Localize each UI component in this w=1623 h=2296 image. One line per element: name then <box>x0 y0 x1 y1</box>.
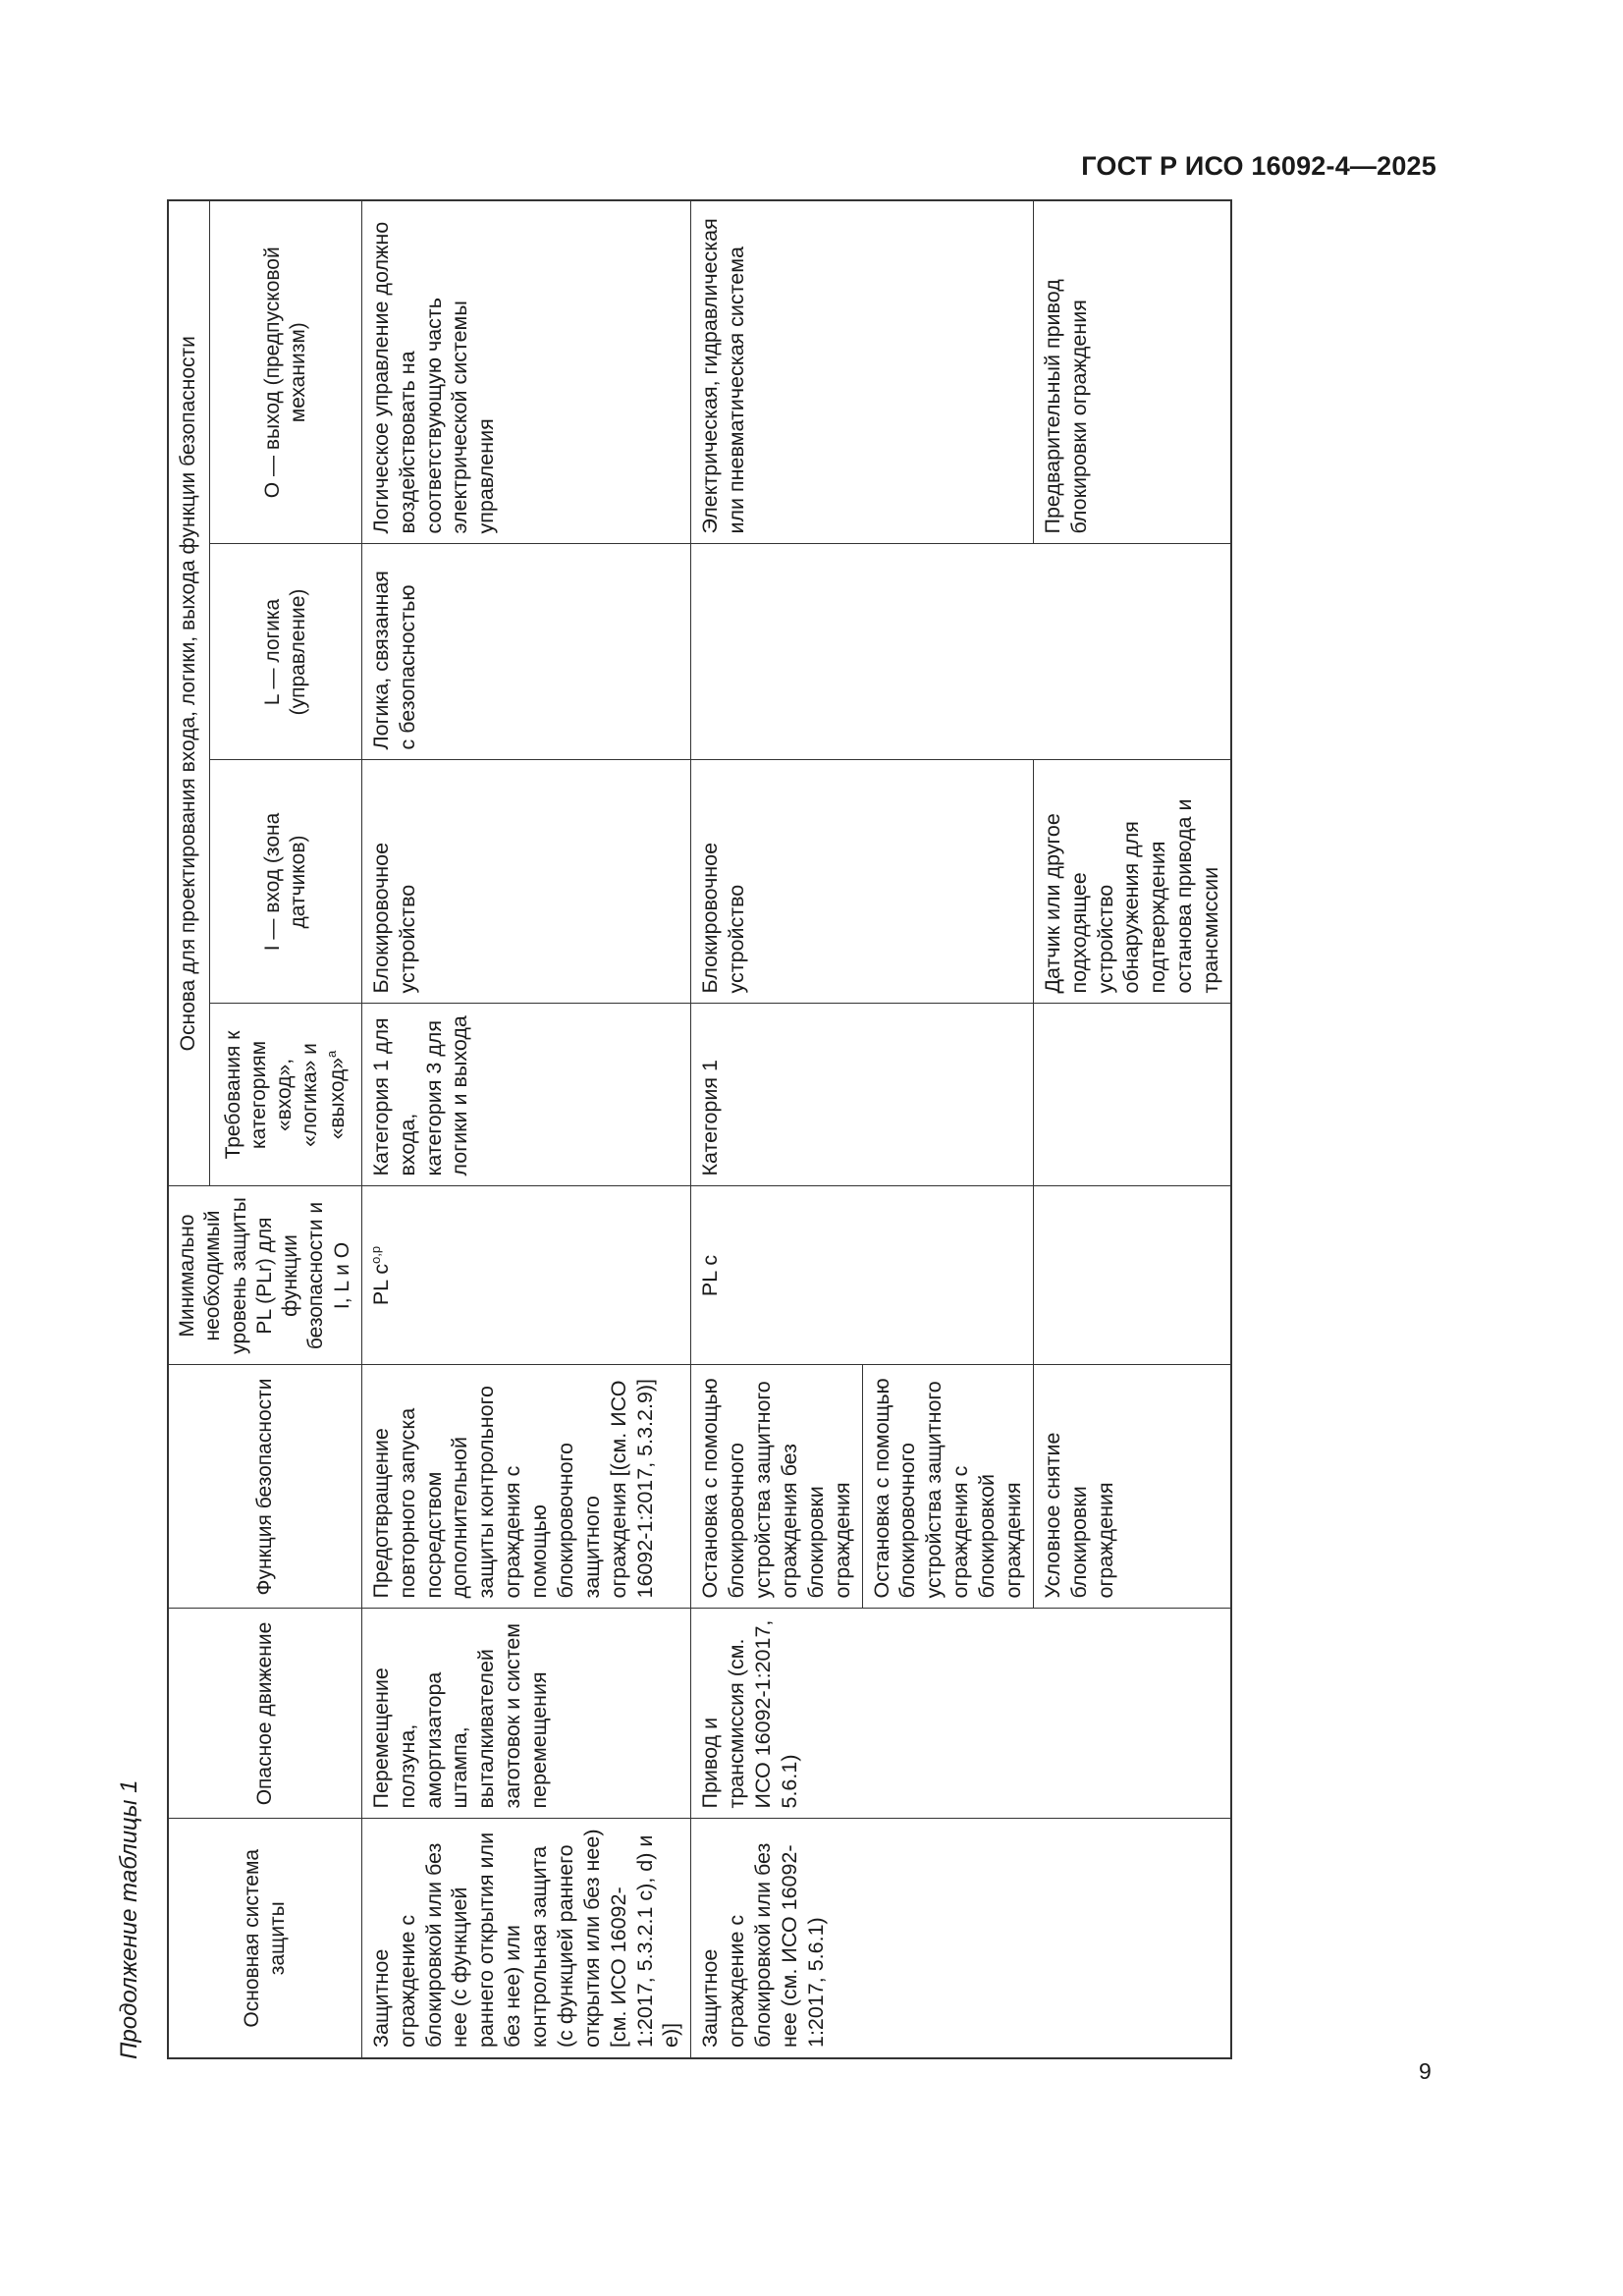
cell-hazardous-motion: Перемещение ползуна, амортизатора штампа, выталкивателей заготовок и систем перемещения <box>361 1609 691 1819</box>
cell-input: Блокировочное устройство <box>691 760 1034 1004</box>
page-number: 9 <box>1419 2058 1432 2084</box>
cell-output: Электрическая, гидравлическая или пневматическая система <box>691 200 1034 544</box>
cell-category-empty <box>1033 1004 1231 1186</box>
table-row <box>361 200 691 2058</box>
header-min-pl: Минимально необходимый уровень защиты PL (PLr) для функции безопасности и I, L и O <box>168 1186 361 1365</box>
header-category-requirements <box>209 1004 361 1186</box>
header-design-basis: Основа для проектирования входа, логики, выхода функции безопасности <box>168 200 209 1186</box>
header-hazardous-motion: Опасное движение <box>168 1609 361 1819</box>
cell-category: Категория 1 <box>691 1004 1034 1186</box>
cell-min-pl <box>361 1186 691 1365</box>
header-output: O — выход (предпусковой механизм) <box>209 200 361 544</box>
cell-safety-function: Остановка с помощью блокировочного устройства защитного ограждения без блокировки ограждения <box>691 1365 862 1609</box>
cell-hazardous-motion: Привод и трансмиссия (см. ИСО 16092-1:2017, 5.6.1) <box>691 1609 1231 1819</box>
cell-input: Датчик или другое подходящее устройство обнаружения для подтверждения останова привода и трансмиссии <box>1033 760 1231 1004</box>
document-header: ГОСТ Р ИСО 16092-4—2025 <box>1081 151 1436 181</box>
cell-output: Предварительный привод блокировки ограждения <box>1033 200 1231 544</box>
table-caption: Продолжение таблицы 1 <box>116 1779 142 2059</box>
safety-functions-table <box>167 199 1232 2059</box>
header-input: I — вход (зона датчиков) <box>209 760 361 1004</box>
cell-min-pl-empty <box>1033 1186 1231 1365</box>
cell-protection-system: Защитное ограждение с блокировкой или без нее (см. ИСО 16092-1:2017, 5.6.1) <box>691 1819 1231 2058</box>
header-logic: L — логика (управление) <box>209 544 361 760</box>
cell-output: Логическое управление должно воздействовать на соответствующую часть электрической системы управления <box>361 200 691 544</box>
cell-min-pl: PL c <box>691 1186 1034 1365</box>
cell-safety-function: Предотвращение повторного запуска посредством дополнительной защиты контрольного ограждения с помощью блокировочного защитного ограждения [(см. ИСО 16092-1:2017, 5.3.2.9)] <box>361 1365 691 1609</box>
cell-logic: Логика, связанная с безопасностью <box>361 544 691 760</box>
rotated-page-content <box>116 201 1248 2059</box>
cell-safety-function: Остановка с помощью блокировочного устройства защитного ограждения с блокировкой ограждения <box>862 1365 1033 1609</box>
footnote-marker: a <box>323 1050 339 1058</box>
cell-input: Блокировочное устройство <box>361 760 691 1004</box>
cell-safety-function: Условное снятие блокировки ограждения <box>1033 1365 1231 1609</box>
table-row <box>691 200 862 2058</box>
pl-footnote: o,p <box>367 1245 383 1264</box>
table-header-row <box>168 200 209 2058</box>
cell-logic <box>691 544 1231 760</box>
cell-protection-system: Защитное ограждение с блокировкой или без нее (с функцией раннего открытия или без нее) или контрольная защита (с функцией раннего открытия или без нее) [см. ИСО 16092-1:2017, 5.3.2.1 c), d) и e)] <box>361 1819 691 2058</box>
header-category-text: Требования к категориям «вход», «логика» и «выход» <box>221 1030 349 1160</box>
header-safety-function: Функция безопасности <box>168 1365 361 1609</box>
header-protection-system: Основная система защиты <box>168 1819 361 2058</box>
pl-value: PL c <box>368 1263 393 1306</box>
cell-category: Категория 1 для входа, категория 3 для логики и выхода <box>361 1004 691 1186</box>
